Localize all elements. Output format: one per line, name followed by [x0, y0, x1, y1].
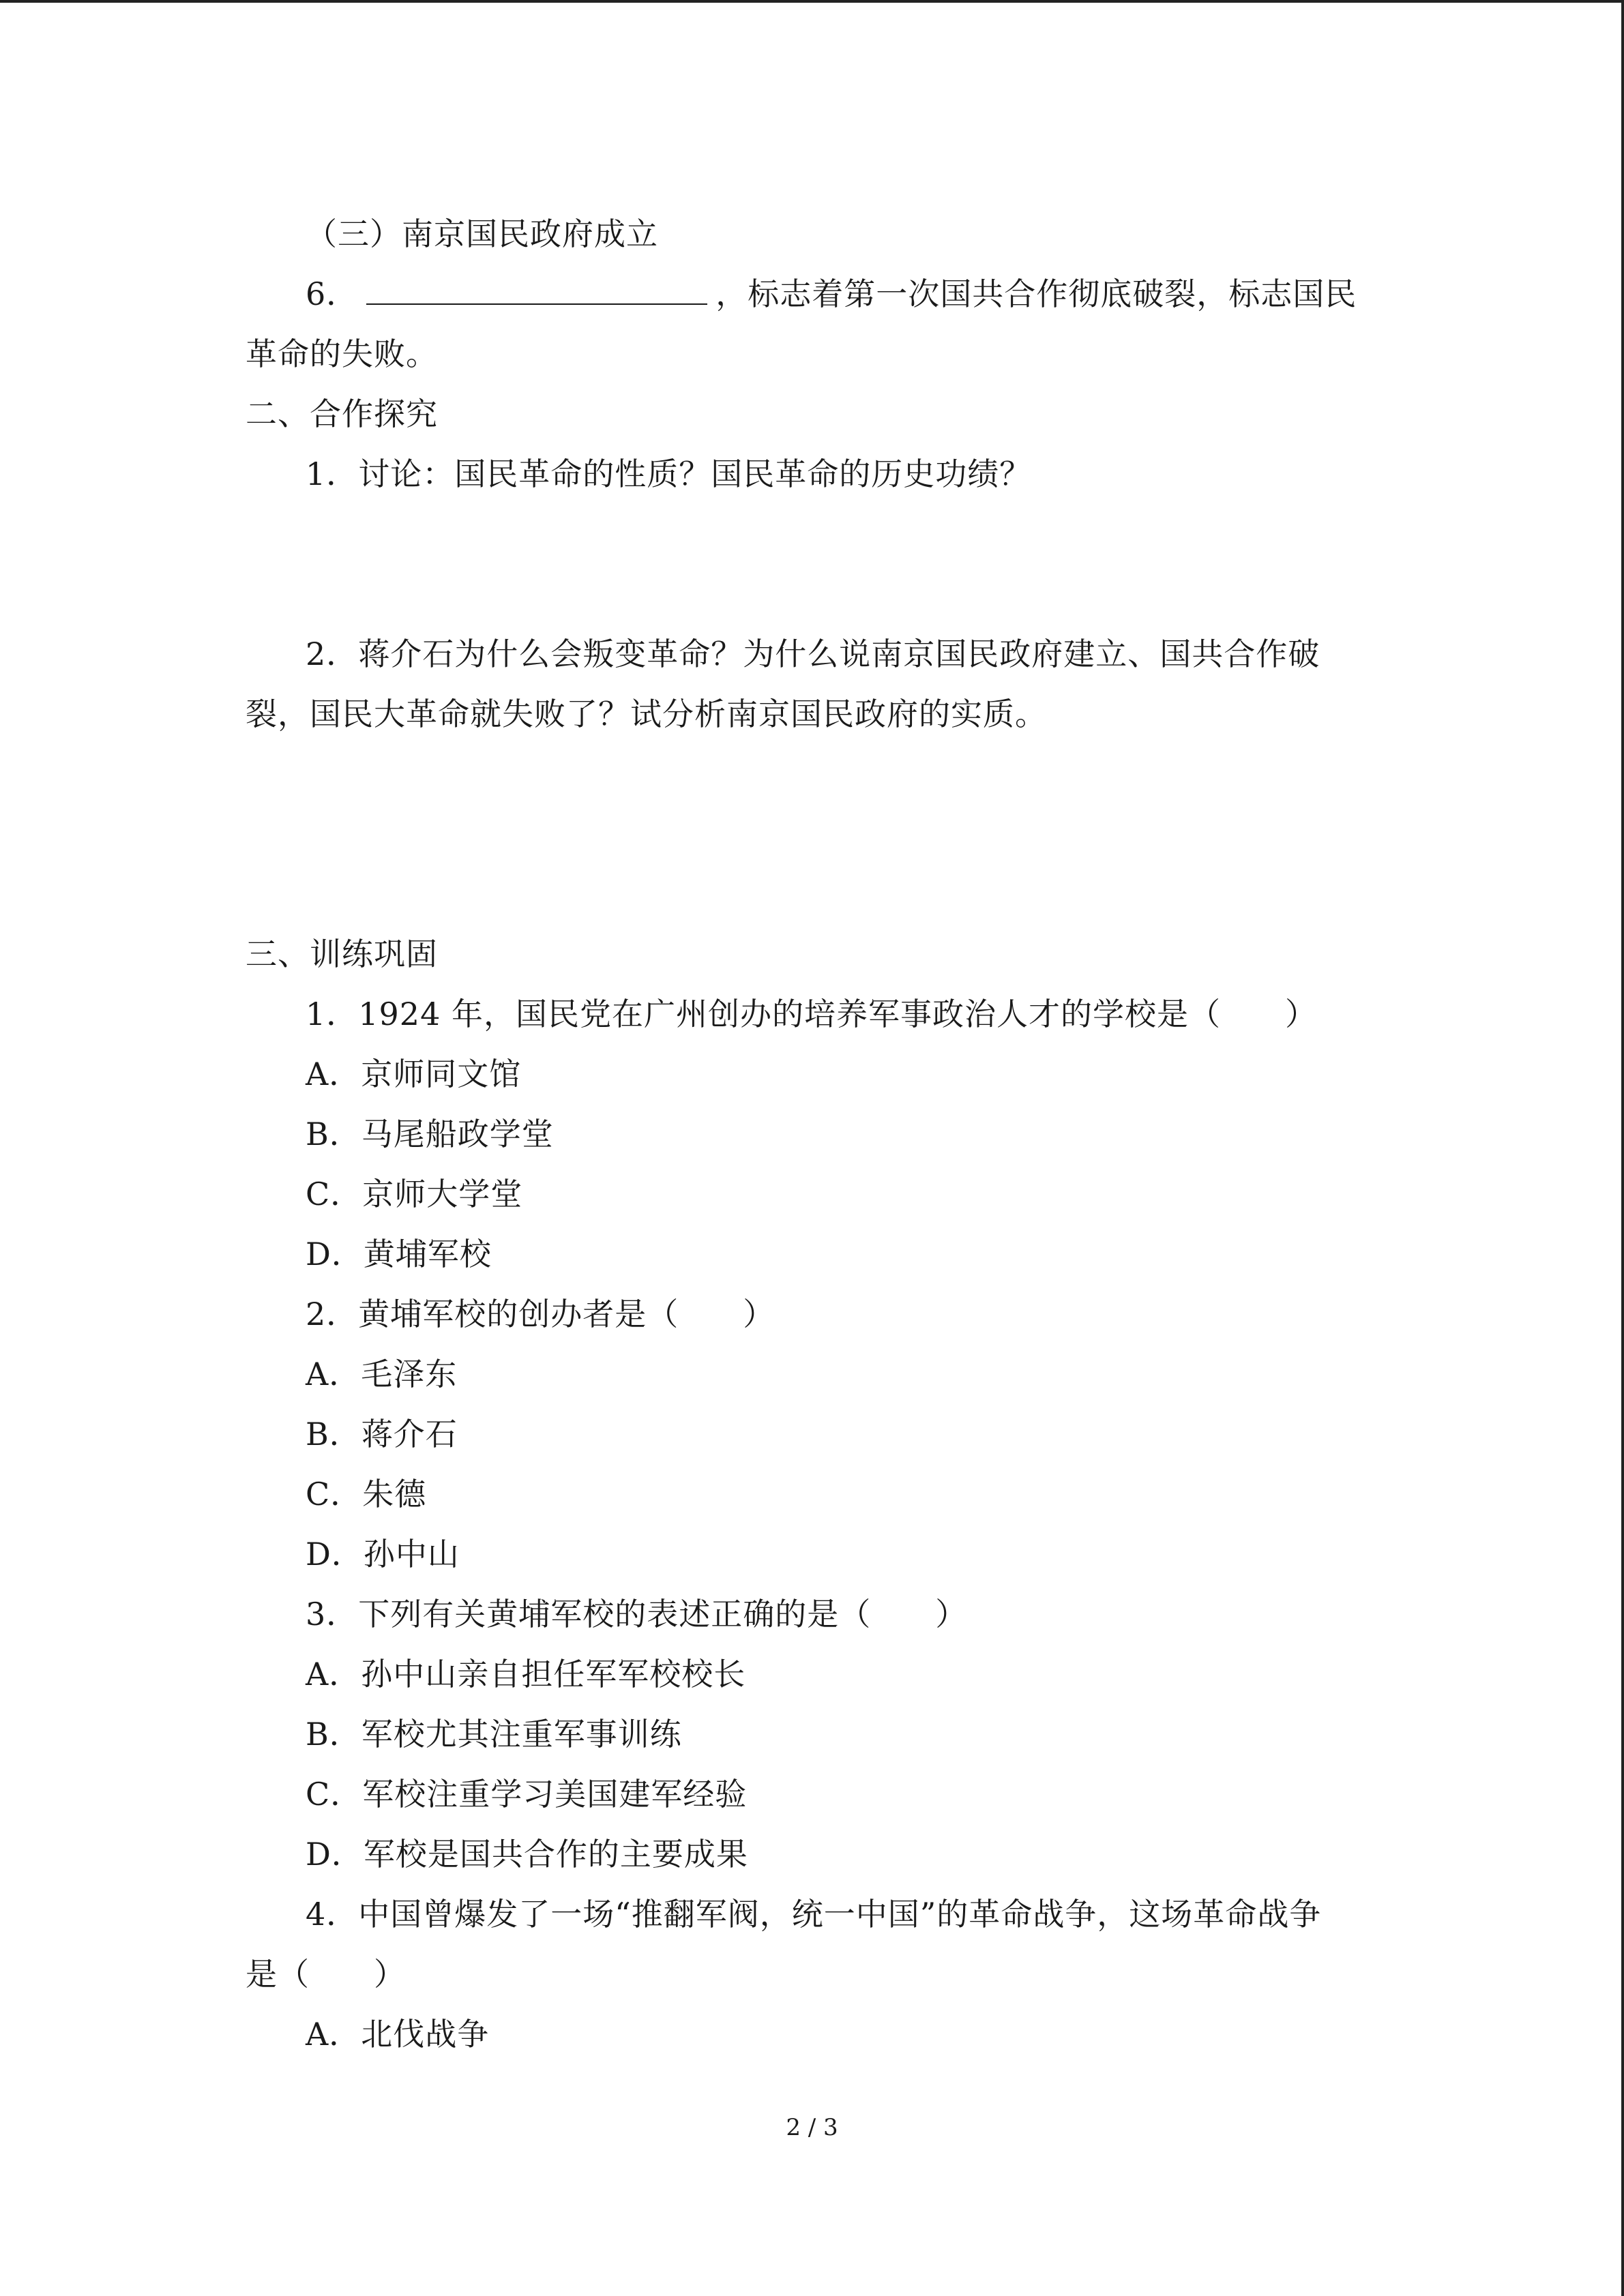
- question-6-number: 6．: [306, 275, 359, 312]
- q4-option-a: A．北伐战争: [306, 2016, 490, 2053]
- q1-option-a: A．京师同文馆: [306, 1056, 522, 1092]
- fill-in-blank[interactable]: [366, 276, 707, 305]
- practice-question-1: 1．1924 年，国民党在广州创办的培养军事政治人才的学校是（ ）: [306, 996, 1317, 1032]
- q3-option-c: C．军校注重学习美国建军经验: [306, 1776, 748, 1813]
- q2-option-c: C．朱德: [306, 1476, 427, 1512]
- q3-option-a: A．孙中山亲自担任军军校校长: [306, 1656, 746, 1693]
- q2-option-b: B．蒋介石: [306, 1416, 458, 1452]
- inquiry-question-2-line2: 裂，国民大革命就失败了？试分析南京国民政府的实质。: [246, 696, 1047, 732]
- question-6-text: ，标志着第一次国共合作彻底破裂，标志国民: [715, 275, 1357, 312]
- practice-question-4-line2: 是（ ）: [246, 1956, 406, 1993]
- practice-heading: 三、训练巩固: [246, 936, 438, 972]
- q2-option-a: A．毛泽东: [306, 1356, 458, 1392]
- practice-question-3: 3．下列有关黄埔军校的表述正确的是（ ）: [306, 1596, 968, 1632]
- q1-option-c: C．京师大学堂: [306, 1176, 523, 1212]
- practice-question-4-line1: 4．中国曾爆发了一场“推翻军阀，统一中国”的革命战争，这场革命战争: [306, 1896, 1322, 1933]
- question-6: [306, 273, 1357, 314]
- q1-option-d: D．黄埔军校: [306, 1236, 492, 1272]
- section-heading-nanjing: （三）南京国民政府成立: [306, 215, 658, 252]
- practice-question-2: 2．黄埔军校的创办者是（ ）: [306, 1296, 776, 1332]
- inquiry-heading: 二、合作探究: [246, 396, 438, 432]
- page-number: 2 / 3: [786, 2114, 838, 2141]
- q3-option-d: D．军校是国共合作的主要成果: [306, 1836, 748, 1873]
- q1-option-b: B．马尾船政学堂: [306, 1116, 554, 1152]
- inquiry-question-2-line1: 2．蒋介石为什么会叛变革命？为什么说南京国民政府建立、国共合作破: [306, 636, 1320, 672]
- question-6-continuation: 革命的失败。: [246, 336, 438, 372]
- q2-option-d: D．孙中山: [306, 1536, 460, 1572]
- inquiry-question-1: 1．讨论：国民革命的性质？国民革命的历史功绩？: [306, 456, 1032, 492]
- q3-option-b: B．军校尤其注重军事训练: [306, 1716, 682, 1753]
